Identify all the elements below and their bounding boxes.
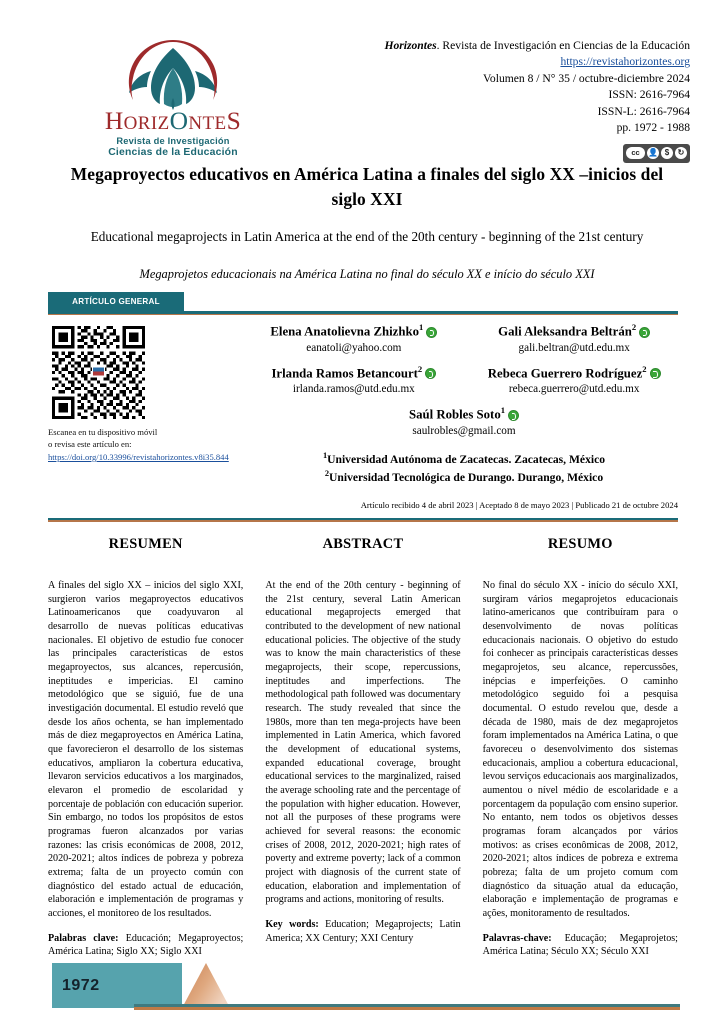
journal-url-row — [298, 54, 690, 70]
abstract-heading-pt: RESUMO — [547, 536, 613, 552]
author-name — [248, 405, 680, 423]
creative-commons-license-icon[interactable] — [623, 144, 690, 163]
author-entry — [248, 405, 680, 438]
abstract-body-pt: No final do século XX - início do século XXI, surgiram vários megaprojetos educacionais latino-americanos que contribuíram para o desenvolvimento de novas políticas educacionais nacionais. O objetivo do estudo foi conhecer as principais características desses megaprojetos, seu alcance, repercussões, inépcias e imperfeições. O caminho metodológico seguido foi a pesquisa documental. O estudo revelou que, desde a década de 1980, mais de dez megaprojetos foram implementados na América Latina, o que favoreceu o desenvolvimento dos sistemas educacionais, ampliou a cobertura educacional, levou serviços educacionais aos marginalizados, aumentou o nível médio de escolaridade e a porcentagem da população com ensino superior. No entanto, nem todos os objetivos desses programas foram alcançados por vários motivos: as crises econômicas de 2008, 2012, 2020-2021; altos índices de pobreza e extrema pobreza; falta de um projeto comum com diagnóstico da situação atual da educação, elaboração e implementação de programas e ações, monitoramento de resultados. — [482, 580, 678, 920]
logo-subtitle-2: Ciencias de la Educación — [108, 146, 238, 158]
affiliation-item — [248, 450, 680, 468]
lotus-logo-icon — [107, 38, 239, 110]
journal-volume: Volumen 8 / N° 35 / octubre-diciembre 2024 — [483, 71, 690, 85]
author-email[interactable]: rebeca.guerrero@utd.edu.mx — [508, 383, 640, 396]
orcid-icon[interactable] — [426, 327, 437, 338]
title-block — [62, 162, 672, 283]
divider-copper — [48, 314, 678, 316]
masthead — [298, 38, 724, 163]
qr-note-line1: Escanea en tu dispositivo móvil — [48, 427, 158, 437]
author-affiliation-marker: 1 — [419, 322, 424, 332]
author-entry — [468, 364, 680, 397]
orcid-icon[interactable] — [650, 368, 661, 379]
authors-column — [248, 322, 680, 486]
doi-link[interactable]: https://doi.org/10.33996/revistahorizontes.v8i35.844 — [48, 451, 229, 462]
affiliation-marker: 1 — [322, 450, 328, 460]
cc-nc-icon: $ — [661, 147, 673, 159]
logo-word-nte: NTE — [188, 113, 227, 134]
author-row-3 — [248, 405, 680, 438]
keywords-text-pt: Educação; Megaprojetos; América Latina; Século XX; Século XXI — [482, 932, 678, 958]
divider-copper-2 — [48, 520, 678, 522]
author-row-2 — [248, 364, 680, 397]
qr-note-line2: o revisa este artículo en: — [48, 439, 132, 450]
affiliation-text: Universidad Autónoma de Zacatecas. Zacatecas, México — [327, 452, 606, 466]
author-affiliation-marker: 1 — [500, 405, 506, 416]
author-name — [468, 322, 680, 340]
author-affiliation-marker: 2 — [642, 363, 647, 374]
authors-and-qr — [0, 322, 724, 497]
author-email[interactable]: saulrobles@gmail.com — [412, 424, 516, 437]
abstract-heading-en: ABSTRACT — [322, 536, 404, 552]
affiliation-text: Universidad Tecnológica de Durango. Durango, México — [329, 470, 604, 484]
status-badge: ARTÍCULO GENERAL — [48, 292, 184, 311]
orcid-icon[interactable] — [425, 368, 436, 379]
journal-issn-l: ISSN-L: 2616-7964 — [597, 104, 690, 118]
keywords-label-en: Key words: — [265, 919, 319, 931]
title-english: Educational megaprojects in Latin America at the end of the 20th century - beginning of the 21st century — [90, 229, 644, 245]
journal-issn: ISSN: 2616-7964 — [608, 88, 690, 102]
journal-pages: pp. 1972 - 1988 — [616, 121, 690, 135]
qr-code-icon[interactable] — [52, 326, 145, 419]
author-name-text: Saúl Robles Soto — [408, 407, 501, 422]
logo-wordmark — [105, 108, 241, 134]
journal-name-row — [298, 38, 690, 54]
journal-logo — [48, 38, 298, 158]
logo-word-oriz: ORIZ — [123, 113, 170, 134]
logo-word-h: H — [104, 106, 124, 135]
title-portuguese: Megaprojetos educacionais na América Latina no final do século XX e início do século XXI — [139, 266, 595, 281]
keywords-label-es: Palabras clave: — [48, 932, 119, 944]
keywords-text-es: Educación; Megaproyectos; América Latina; Siglo XX; Siglo XXI — [48, 932, 244, 958]
author-name — [248, 364, 460, 382]
author-entry — [248, 322, 460, 355]
author-row-1 — [248, 322, 680, 355]
cc-by-icon: 👤 — [648, 148, 658, 158]
author-affiliation-marker: 2 — [631, 322, 637, 332]
article-dates: Artículo recibido 4 de abril 2023 | Aceptado 8 de mayo 2023 | Publicado 21 de octubre 2024 — [360, 500, 678, 510]
abstract-column-es — [48, 536, 243, 959]
page-footer — [0, 960, 724, 1024]
author-entry — [468, 322, 680, 355]
affiliation-marker: 2 — [324, 468, 330, 478]
qr-column — [48, 326, 230, 463]
cc-logo-icon: cc — [626, 147, 645, 159]
orcid-icon[interactable] — [508, 410, 519, 421]
keywords-label-pt: Palavras-chave: — [482, 932, 552, 944]
author-name-text: Gali Aleksandra Beltrán — [498, 324, 632, 339]
keywords-en — [265, 918, 460, 945]
footer-triangle-shape — [182, 963, 232, 1009]
journal-name-rest: . Revista de Investigación en Ciencias de la Educación — [436, 39, 690, 52]
affiliations — [248, 450, 680, 486]
keywords-text-en: Education; Megaprojects; Latin America; XX Century; XXI Century — [265, 919, 461, 944]
keywords-pt — [483, 932, 678, 959]
keywords-es — [48, 932, 243, 959]
page-title: Megaproyectos educativos en América Latina a finales del siglo XX –inicios del siglo XXI — [70, 164, 664, 209]
author-email[interactable]: eanatoli@yahoo.com — [306, 341, 402, 354]
author-name-text: Elena Anatolievna Zhizhko — [270, 324, 419, 339]
author-email[interactable]: irlanda.ramos@utd.edu.mx — [292, 383, 415, 396]
logo-subtitle-1: Revista de Investigación — [116, 135, 230, 146]
affiliation-item — [248, 468, 680, 486]
author-name — [248, 322, 460, 340]
journal-url-link[interactable]: https://revistahorizontes.org — [560, 55, 690, 69]
author-name-text: Irlanda Ramos Betancourt — [271, 365, 418, 380]
author-entry — [248, 364, 460, 397]
orcid-icon[interactable] — [639, 327, 650, 338]
abstract-columns — [48, 536, 678, 959]
author-email[interactable]: gali.beltran@utd.edu.mx — [518, 341, 630, 354]
abstract-heading-es: RESUMEN — [108, 536, 183, 552]
abstract-body-en: At the end of the 20th century - beginning of the 21st century, several Latin American educational megaprojects emerged that contributed to the development of new national educational policies. The objective of the study was to know the main characteristics of these megaprojects, their scope, repercussions, ineptitudes and imperfections. The methodological path followed was documentary research. The study revealed that since the 1980s, more than ten mega-projects have been implemented in Latin America, which favored the development of educational systems, expanded educational coverage, brought educational services to the marginalized, raised the average schooling rate and the percentage of the population with higher education. However, not all the purposes of these programs were achieved for several reasons: the economic crises of 2008, 2012, 2020-2021; high rates of poverty and extreme poverty; lack of a common project with diagnosis of the current state of education, elaboration and implementation of programs and actions, monitoring of results. — [265, 580, 461, 906]
cc-sa-icon: ↻ — [675, 147, 687, 159]
author-name-text: Rebeca Guerrero Rodríguez — [487, 365, 643, 380]
abstract-column-en — [265, 536, 460, 959]
divider-2 — [48, 518, 678, 523]
abstract-body-es: A finales del siglo XX – inicios del siglo XXI, surgieron varios megaproyectos educativos Latinoamericanos que coadyuvaron al desarrollo de nuevas políticas educativas nacionales. El objetivo de estudio fue conocer las principales características de estos megaproyectos, sus alcances, repercusión, ineptitudes e impericias. El camino metodológico que se siguió, fue de una investigación documental. El estudio reveló que desde los años ochenta, se han implementado más de diez megaproyectos en América Latina, que favorecieron el desarrollo de los sistemas educativos, ampliaron la cobertura educativa, llevaron servicios educativos a los marginados, elevaron el promedio de escolaridad y porcentaje de población con educación superior. Sin embargo, no todos los propósitos de estos programas fueron alcanzados por varias razones: las crisis económicas de 2008, 2012, 2020-2021; altos índices de pobreza y pobreza extrema; falta de un proyecto común con diagnóstico del estado actual de educación, elaboración e implementación de programas y acciones, el monitoreo de los resultados. — [48, 580, 244, 920]
logo-word-s: S — [226, 106, 242, 135]
page-number: 1972 — [62, 977, 100, 994]
abstract-column-pt — [483, 536, 678, 959]
page-header — [0, 38, 724, 163]
journal-name-italic: Horizontes — [384, 39, 437, 52]
footer-divider-copper — [134, 1007, 680, 1010]
qr-note — [48, 426, 230, 463]
logo-word-o: O — [169, 106, 189, 135]
section-tag-rule — [48, 292, 678, 318]
author-name — [468, 364, 680, 382]
author-affiliation-marker: 2 — [417, 363, 423, 374]
